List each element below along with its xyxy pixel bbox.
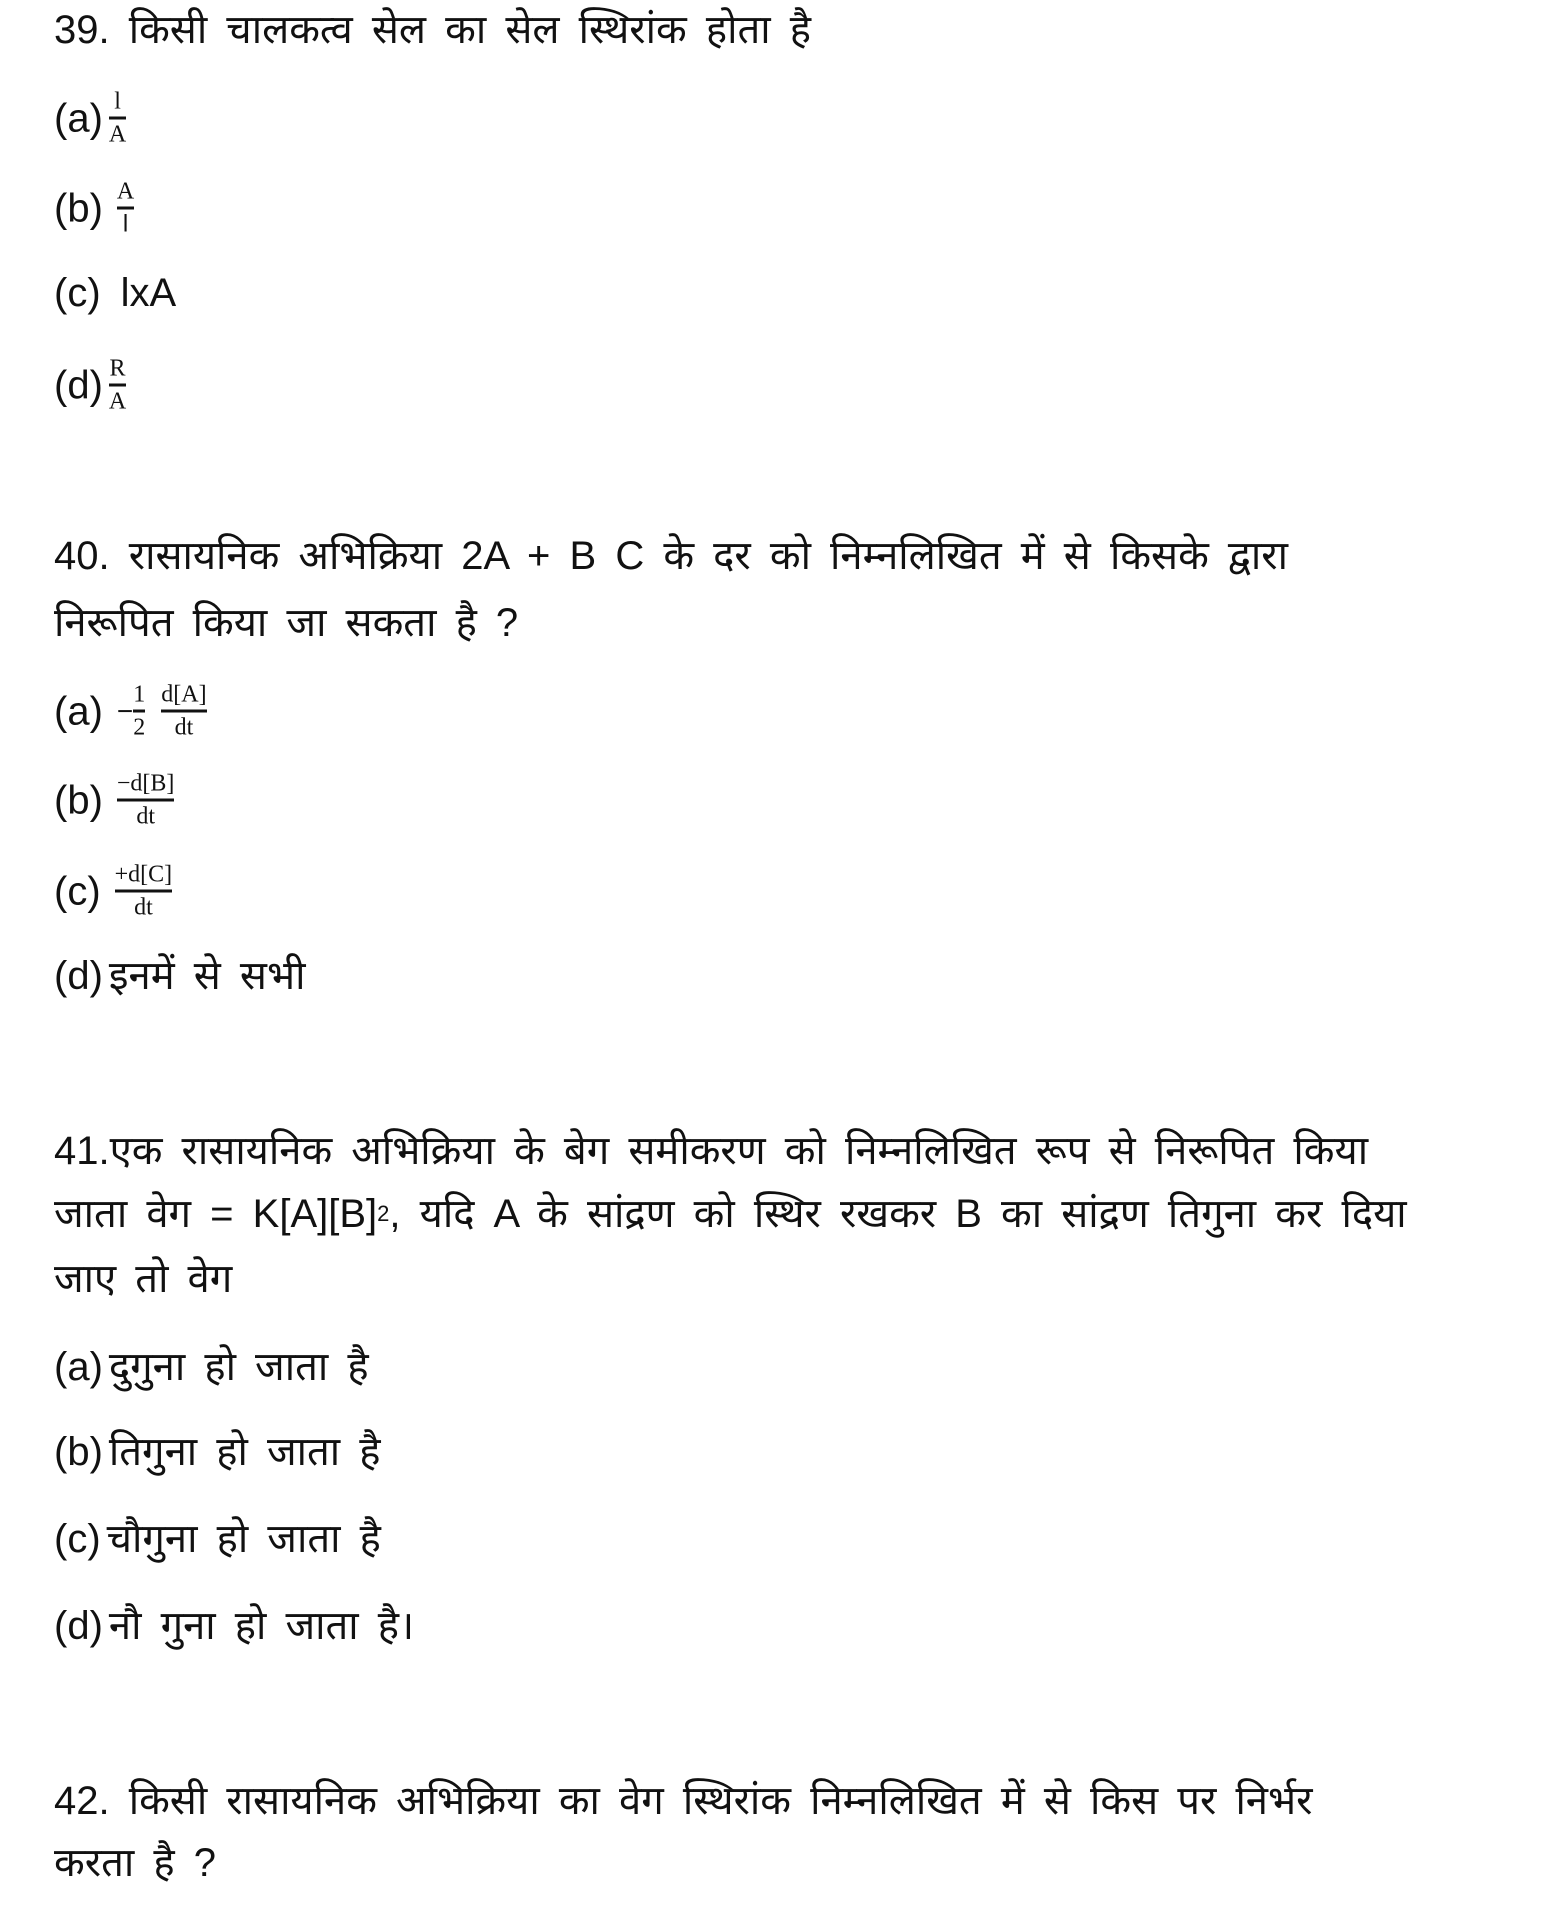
- numerator: +d[C]: [114, 861, 173, 888]
- fraction-bar: [117, 799, 175, 802]
- q40-option-c: [54, 861, 172, 922]
- option-text: चौगुना हो जाता है: [106, 1517, 381, 1561]
- fraction: [109, 88, 126, 149]
- option-label: (c): [54, 1517, 101, 1561]
- question-42-line-1: 42. किसी रासायनिक अभिक्रिया का वेग स्थिरांक निम्नलिखित में से किस पर निर्भर: [54, 1779, 1313, 1823]
- numerator: d[A]: [161, 681, 207, 708]
- denominator: A: [108, 388, 127, 415]
- option-label: (d): [54, 363, 103, 407]
- q41-option-c: [54, 1519, 381, 1559]
- question-41-line-3: जाए तो वेग: [54, 1257, 233, 1301]
- fraction-bar: [115, 890, 173, 893]
- rate-equation: जाता वेग = K[A][B]: [54, 1192, 378, 1236]
- option-text: तिगुना हो जाता है: [108, 1430, 381, 1474]
- option-text: lxA: [120, 271, 177, 315]
- minus-sign: −: [116, 695, 134, 726]
- denominator: dt: [136, 803, 155, 830]
- numerator: A: [116, 178, 135, 205]
- question-42-line-2: करता है ?: [54, 1841, 216, 1885]
- denominator: dt: [174, 714, 194, 741]
- question-40-line-1: 40. रासायनिक अभिक्रिया 2A + B C के दर को निम्नलिखित में से किसके द्वारा: [54, 534, 1288, 578]
- option-text: इनमें से सभी: [108, 954, 306, 998]
- fraction: [161, 681, 206, 742]
- denominator: 2: [133, 714, 146, 741]
- denominator: l: [122, 210, 129, 238]
- option-label: (b): [54, 778, 103, 822]
- fraction: [109, 355, 126, 416]
- option-label: (c): [54, 271, 101, 315]
- option-text: नौ गुना हो जाता है।: [108, 1604, 415, 1648]
- numerator: 1: [133, 681, 146, 708]
- option-label: (c): [54, 869, 101, 913]
- fraction-bar: [109, 117, 126, 120]
- q41-option-a: [54, 1347, 369, 1387]
- question-41-line-2: [54, 1194, 1407, 1234]
- numerator: l: [114, 88, 121, 115]
- q40-option-b: [54, 770, 174, 831]
- question-text: , यदि A के सांद्रण को स्थिर रखकर B का सांद्रण तिगुना कर दिया: [389, 1192, 1407, 1236]
- option-label: (b): [54, 1430, 103, 1474]
- option-label: (a): [54, 689, 103, 733]
- q39-option-b: [54, 178, 134, 239]
- q39-option-a: [54, 88, 126, 149]
- question-39: 39. किसी चालकत्व सेल का सेल स्थिरांक होता है: [54, 8, 811, 52]
- option-label: (a): [54, 1345, 103, 1389]
- q41-option-b: [54, 1432, 381, 1472]
- option-label: (a): [54, 96, 103, 140]
- q39-option-c: [54, 273, 176, 313]
- numerator: R: [109, 355, 126, 382]
- question-40-line-2: निरूपित किया जा सकता है ?: [54, 601, 519, 645]
- fraction-bar: [133, 710, 145, 713]
- fraction: [117, 178, 134, 239]
- q41-option-d: [54, 1606, 414, 1646]
- fraction: [115, 861, 173, 922]
- option-label: (b): [54, 186, 103, 230]
- q40-option-a: [54, 681, 207, 742]
- denominator: A: [108, 121, 127, 148]
- numerator: −d[B]: [116, 770, 175, 797]
- q40-option-d: [54, 956, 305, 996]
- fraction: [133, 681, 145, 742]
- exponent: 2: [377, 1201, 390, 1226]
- option-label: (d): [54, 1604, 103, 1648]
- fraction: [117, 770, 175, 831]
- option-label: (d): [54, 954, 103, 998]
- fraction-bar: [117, 207, 134, 210]
- fraction-bar: [161, 710, 206, 713]
- q39-option-d: [54, 355, 126, 416]
- question-41-line-1: 41.एक रासायनिक अभिक्रिया के बेग समीकरण को निम्नलिखित रूप से निरूपित किया: [54, 1129, 1369, 1173]
- option-text: दुगुना हो जाता है: [108, 1345, 369, 1389]
- denominator: dt: [134, 894, 153, 921]
- fraction-bar: [109, 384, 126, 387]
